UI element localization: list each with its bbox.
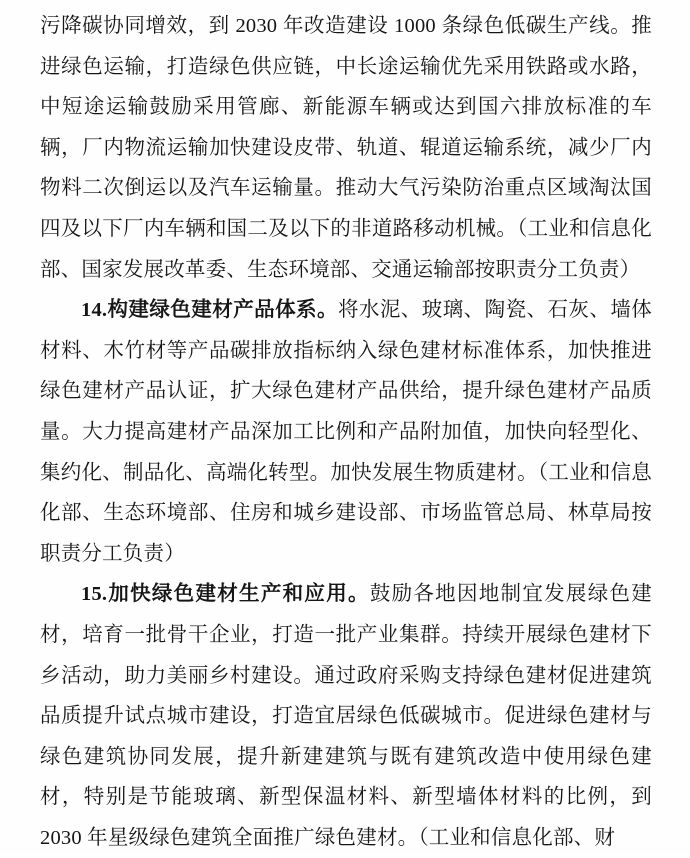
paragraph-text-15: 鼓励各地因地制宜发展绿色建材，培育一批骨干企业，打造一批产业集群。持续开展绿色建材下乡活动，助力美丽乡村建设。通过政府采购支持绿色建材促进建筑品质提升试点城市建设，打造宜居绿色低碳城市。促进绿色建材与绿色建筑协同发展，提升新建建筑与既有建筑改造中使用绿色建材，特别是节能玻璃、新型保温材料、新型墙体材料的比例，到 2030 年星级绿色建筑全面推广绿色建材。（工业和信息化部、财 bbox=[40, 583, 652, 849]
paragraph-text: 污降碳协同增效，到 2030 年改造建设 1000 条绿色低碳生产线。推进绿色运输，打造绿色供应链，中长途运输优先采用铁路或水路，中短途运输鼓励采用管廊、新能源车辆或达到国六排放标准的车辆，厂内物流运输加快建设皮带、轨道、辊道运输系统，减少厂内物料二次倒运以及汽车运输量。推动大气污染防治重点区域淘汰国四及以下厂内车辆和国二及以下的非道路移动机械。（工业和信息化部、国家发展改革委、生态环境部、交通运输部按职责分工负责） bbox=[40, 15, 652, 281]
paragraph-lead-14: 14.构建绿色建材产品体系。 bbox=[81, 299, 338, 322]
paragraph-continuation bbox=[40, 6, 652, 290]
paragraph-item-15 bbox=[40, 574, 652, 858]
paragraph-item-14 bbox=[40, 290, 652, 574]
paragraph-text-14: 将水泥、玻璃、陶瓷、石灰、墙体材料、木竹材等产品碳排放指标纳入绿色建材标准体系，加快推进绿色建材产品认证，扩大绿色建材产品供给，提升绿色建材产品质量。大力提高建材产品深加工比例和产品附加值，加快向轻型化、集约化、制品化、高端化转型。加快发展生物质建材。（工业和信息化部、生态环境部、住房和城乡建设部、市场监管总局、林草局按职责分工负责） bbox=[40, 299, 652, 565]
paragraph-lead-15: 15.加快绿色建材生产和应用。 bbox=[81, 583, 370, 606]
